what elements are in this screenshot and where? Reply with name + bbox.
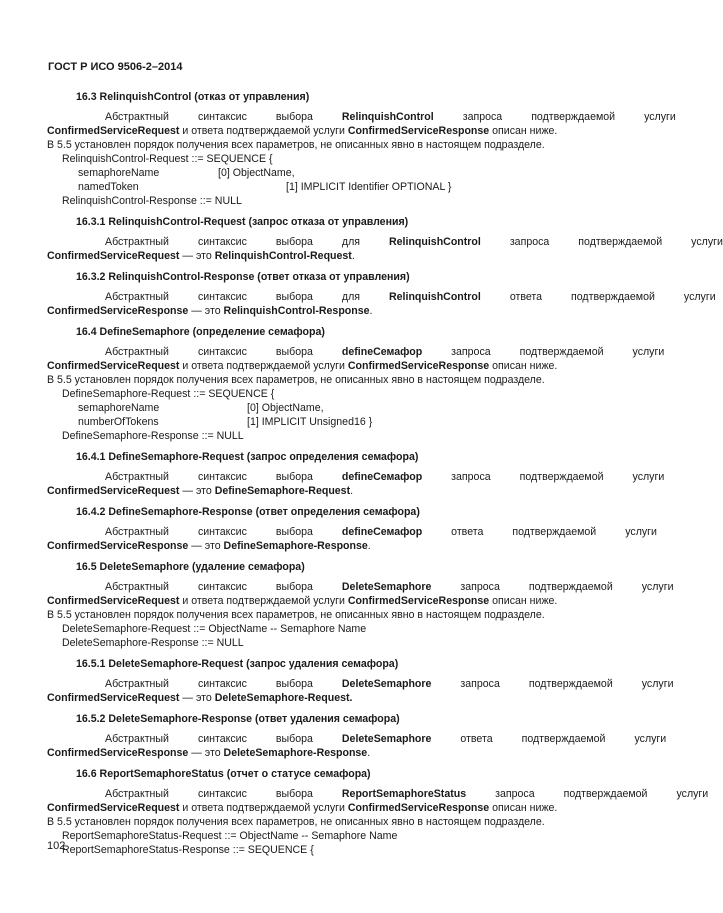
section-heading-16-4: 16.4 DefineSemaphore (определение семафора)	[76, 326, 325, 338]
asn1-code-line: DeleteSemaphore-Response ::= NULL	[62, 637, 244, 649]
section-heading-16-3: 16.3 RelinquishControl (отказ от управления)	[76, 91, 310, 103]
paragraph-line: ConfirmedServiceRequest и ответа подтверждаемой услуги ConfirmedServiceResponse описан ниже.	[47, 595, 558, 607]
paragraph-line: ConfirmedServiceRequest — это DefineSemaphore-Request.	[47, 485, 354, 497]
section-heading-16-5-2: 16.5.2 DeleteSemaphore-Response (ответ удаления семафора)	[76, 713, 400, 725]
section-heading-16-3-1: 16.3.1 RelinquishControl-Request (запрос отказа от управления)	[76, 216, 409, 228]
paragraph-line: ConfirmedServiceResponse — это RelinquishControl-Response.	[47, 305, 373, 317]
paragraph-line: Абстрактный синтаксис выбора DeleteSemaphore запроса подтверждаемой услуги	[105, 581, 674, 593]
asn1-code-line: DeleteSemaphore-Request ::= ObjectName -- Semaphore Name	[62, 623, 367, 635]
asn1-code-line: ReportSemaphoreStatus-Request ::= ObjectName -- Semaphore Name	[62, 830, 398, 842]
paragraph-line: Абстрактный синтаксис выбора defineСемафор ответа подтверждаемой услуги	[105, 526, 657, 538]
paragraph-line: ConfirmedServiceRequest — это DeleteSemaphore-Request.	[47, 692, 353, 704]
asn1-code-line: DefineSemaphore-Response ::= NULL	[62, 430, 244, 442]
paragraph-line: ConfirmedServiceRequest — это RelinquishControl-Request.	[47, 250, 355, 262]
paragraph-line: Абстрактный синтаксис выбора RelinquishControl запроса подтверждаемой услуги	[105, 111, 676, 123]
paragraph-line: Абстрактный синтаксис выбора ReportSemaphoreStatus запроса подтверждаемой услуги	[105, 788, 709, 800]
section-heading-16-5-1: 16.5.1 DeleteSemaphore-Request (запрос удаления семафора)	[76, 658, 399, 670]
document-header: ГОСТ Р ИСО 9506-2–2014	[48, 61, 183, 73]
paragraph-line: ConfirmedServiceResponse — это DefineSemaphore-Response.	[47, 540, 371, 552]
paragraph-line: Абстрактный синтаксис выбора defineСемафор запроса подтверждаемой услуги	[105, 471, 665, 483]
section-heading-16-5: 16.5 DeleteSemaphore (удаление семафора)	[76, 561, 305, 573]
asn1-code-line: semaphoreName [0] ObjectName,	[78, 167, 295, 179]
section-heading-16-3-2: 16.3.2 RelinquishControl-Response (ответ отказа от управления)	[76, 271, 410, 283]
paragraph-line: ConfirmedServiceRequest и ответа подтверждаемой услуги ConfirmedServiceResponse описан ниже.	[47, 360, 558, 372]
asn1-code-line: namedToken [1] IMPLICIT Identifier OPTIONAL }	[78, 181, 452, 193]
document-body	[47, 90, 723, 857]
paragraph-line: В 5.5 установлен порядок получения всех параметров, не описанных явно в настоящем подразделе.	[47, 609, 545, 621]
paragraph-line: В 5.5 установлен порядок получения всех параметров, не описанных явно в настоящем подразделе.	[47, 139, 545, 151]
paragraph-line: ConfirmedServiceRequest и ответа подтверждаемой услуги ConfirmedServiceResponse описан ниже.	[47, 802, 558, 814]
paragraph-line: Абстрактный синтаксис выбора defineСемафор запроса подтверждаемой услуги	[105, 346, 665, 358]
paragraph-line: В 5.5 установлен порядок получения всех параметров, не описанных явно в настоящем подразделе.	[47, 816, 545, 828]
section-heading-16-6: 16.6 ReportSemaphoreStatus (отчет о статусе семафора)	[76, 768, 371, 780]
paragraph-line: В 5.5 установлен порядок получения всех параметров, не описанных явно в настоящем подразделе.	[47, 374, 545, 386]
asn1-code-line: semaphoreName [0] ObjectName,	[78, 402, 324, 414]
paragraph-line: ConfirmedServiceResponse — это DeleteSemaphore-Response.	[47, 747, 371, 759]
asn1-code-line: ReportSemaphoreStatus-Response ::= SEQUENCE {	[62, 844, 314, 856]
asn1-code-line: RelinquishControl-Request ::= SEQUENCE {	[62, 153, 273, 165]
paragraph-line: ConfirmedServiceRequest и ответа подтверждаемой услуги ConfirmedServiceResponse описан ниже.	[47, 125, 558, 137]
section-heading-16-4-2: 16.4.2 DefineSemaphore-Response (ответ определения семафора)	[76, 506, 420, 518]
paragraph-line: Абстрактный синтаксис выбора для RelinquishControl ответа подтверждаемой услуги	[105, 291, 716, 303]
paragraph-line: Абстрактный синтаксис выбора DeleteSemaphore запроса подтверждаемой услуги	[105, 678, 674, 690]
section-heading-16-4-1: 16.4.1 DefineSemaphore-Request (запрос определения семафора)	[76, 451, 419, 463]
paragraph-line: Абстрактный синтаксис выбора DeleteSemaphore ответа подтверждаемой услуги	[105, 733, 667, 745]
asn1-code-line: numberOfTokens [1] IMPLICIT Unsigned16 }	[78, 416, 373, 428]
paragraph-line: Абстрактный синтаксис выбора для RelinquishControl запроса подтверждаемой услуги	[105, 236, 723, 248]
asn1-code-line: DefineSemaphore-Request ::= SEQUENCE {	[62, 388, 275, 400]
page-number: 102	[47, 840, 66, 852]
asn1-code-line: RelinquishControl-Response ::= NULL	[62, 195, 242, 207]
